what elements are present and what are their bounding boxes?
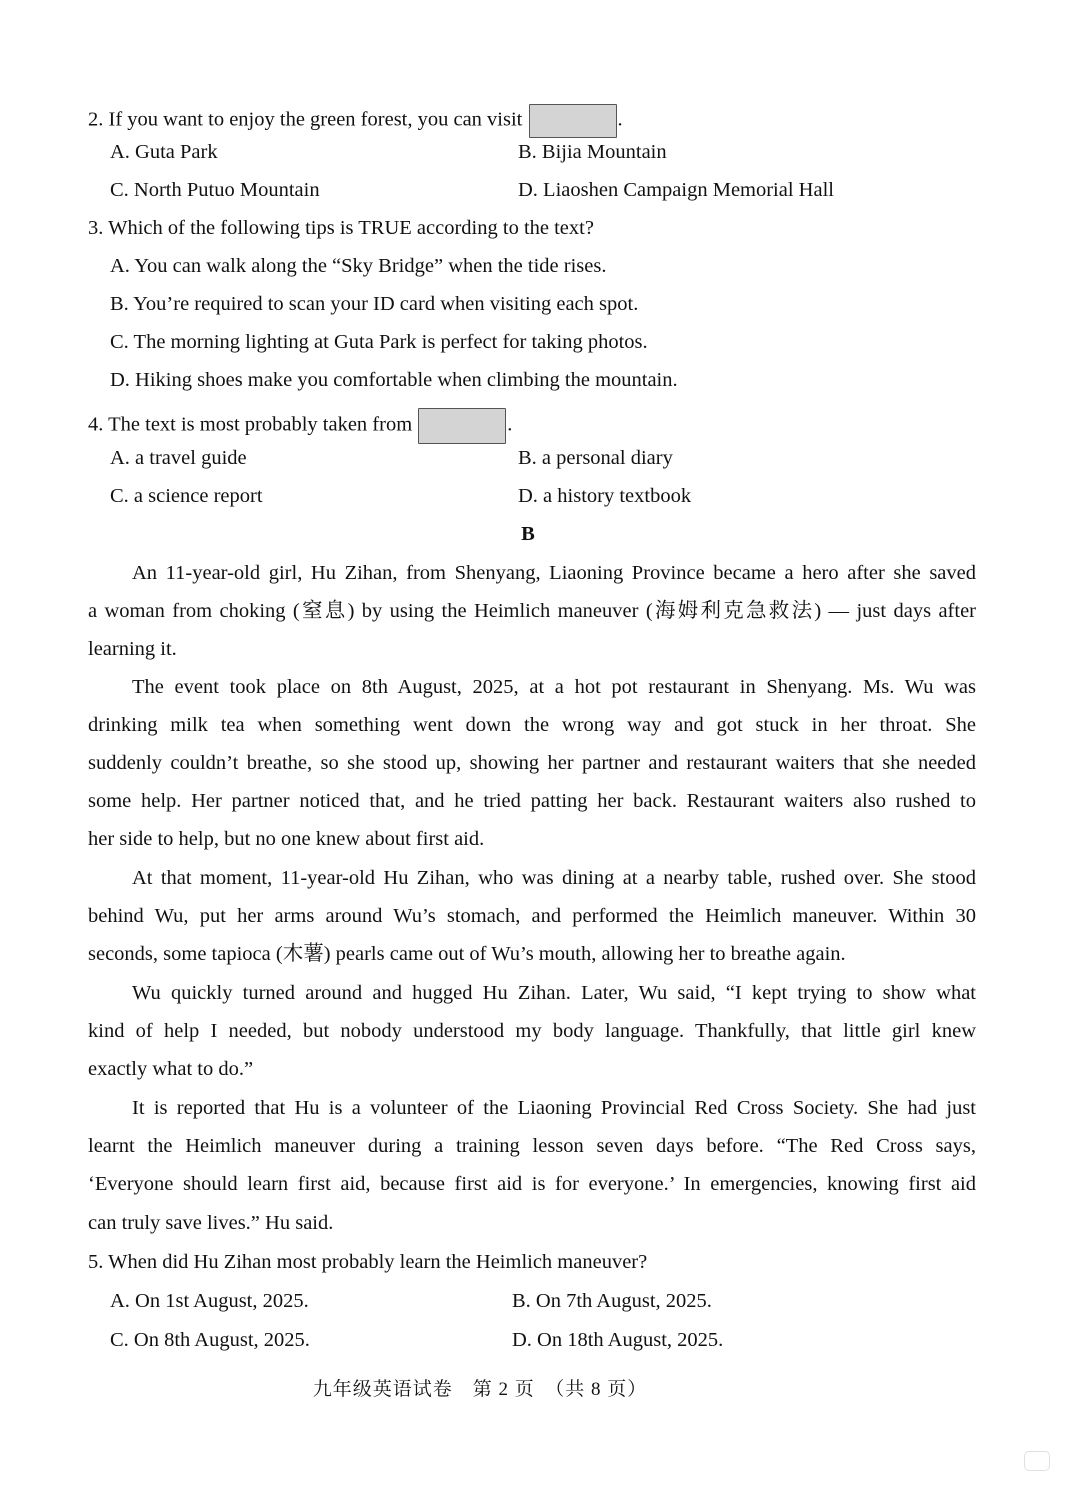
question-4-stem: [88, 408, 512, 444]
passage-line: kind of help I needed, but nobody understood my body language. Thankfully, that little girl knew: [88, 1020, 976, 1042]
passage-line: learnt the Heimlich maneuver during a training lesson seven days before. “The Red Cross says,: [88, 1135, 976, 1157]
passage-line: ‘Everyone should learn first aid, because first aid is for everyone.’ In emergencies, knowing first aid: [88, 1173, 976, 1195]
option-d: D. On 18th August, 2025.: [512, 1329, 724, 1351]
passage-line: some help. Her partner noticed that, and he tried patting her back. Restaurant waiters also rushed to: [88, 790, 976, 812]
question-5-stem: 5. When did Hu Zihan most probably learn the Heimlich maneuver?: [88, 1251, 648, 1273]
option-b: B. Bijia Mountain: [518, 141, 667, 163]
option-b: B. a personal diary: [518, 447, 673, 469]
passage-line: learning it.: [88, 638, 177, 660]
option-a: A. You can walk along the “Sky Bridge” when the tide rises.: [110, 255, 607, 277]
passage-line: At that moment, 11-year-old Hu Zihan, who was dining at a nearby table, rushed over. She stood: [132, 867, 976, 889]
question-4-stem-text: 4. The text is most probably taken from: [88, 413, 413, 436]
option-c: C. North Putuo Mountain: [110, 179, 320, 201]
passage-line: suddenly couldn’t breathe, so she stood up, showing her partner and restaurant waiters that she needed: [88, 752, 976, 774]
passage-line: seconds, some tapioca (木薯) pearls came out of Wu’s mouth, allowing her to breathe again.: [88, 943, 846, 965]
option-c: C. On 8th August, 2025.: [110, 1329, 310, 1351]
answer-blank: [418, 408, 506, 444]
option-b: B. You’re required to scan your ID card when visiting each spot.: [110, 293, 639, 315]
question-4-stem-end: .: [507, 413, 513, 436]
option-c: C. a science report: [110, 485, 263, 507]
question-2-stem-end: .: [617, 108, 623, 131]
passage-line: The event took place on 8th August, 2025, at a hot pot restaurant in Shenyang. Ms. Wu was: [132, 676, 976, 698]
option-d: D. a history textbook: [518, 485, 692, 507]
passage-line: behind Wu, put her arms around Wu’s stomach, and performed the Heimlich maneuver. Within 30: [88, 905, 976, 927]
question-2-stem: [88, 104, 623, 138]
section-title: B: [521, 523, 535, 545]
option-c: C. The morning lighting at Guta Park is perfect for taking photos.: [110, 331, 648, 353]
answer-blank: [529, 104, 617, 138]
passage-line: An 11-year-old girl, Hu Zihan, from Shenyang, Liaoning Province became a hero after she saved: [132, 562, 976, 584]
question-2-stem-text: 2. If you want to enjoy the green forest, you can visit: [88, 108, 523, 131]
passage-line: a woman from choking (窒息) by using the Heimlich maneuver (海姆利克急救法) — just days after: [88, 600, 976, 622]
option-a: A. a travel guide: [110, 447, 247, 469]
passage-line: It is reported that Hu is a volunteer of the Liaoning Provincial Red Cross Society. She had just: [132, 1097, 976, 1119]
passage-line: Wu quickly turned around and hugged Hu Zihan. Later, Wu said, “I kept trying to show what: [132, 982, 976, 1004]
passage-line: drinking milk tea when something went down the wrong way and got stuck in her throat. She: [88, 714, 976, 736]
passage-line: her side to help, but no one knew about first aid.: [88, 828, 485, 850]
option-d: D. Liaoshen Campaign Memorial Hall: [518, 179, 834, 201]
option-b: B. On 7th August, 2025.: [512, 1290, 712, 1312]
page-footer: 九年级英语试卷 第 2 页 （共 8 页）: [312, 1379, 648, 1400]
option-a: A. On 1st August, 2025.: [110, 1290, 309, 1312]
option-a: A. Guta Park: [110, 141, 218, 163]
passage-line: can truly save lives.” Hu said.: [88, 1212, 334, 1234]
passage-line: exactly what to do.”: [88, 1058, 254, 1080]
option-d: D. Hiking shoes make you comfortable when climbing the mountain.: [110, 369, 678, 391]
watermark-logo: [1024, 1451, 1050, 1471]
question-3-stem: 3. Which of the following tips is TRUE according to the text?: [88, 217, 594, 239]
